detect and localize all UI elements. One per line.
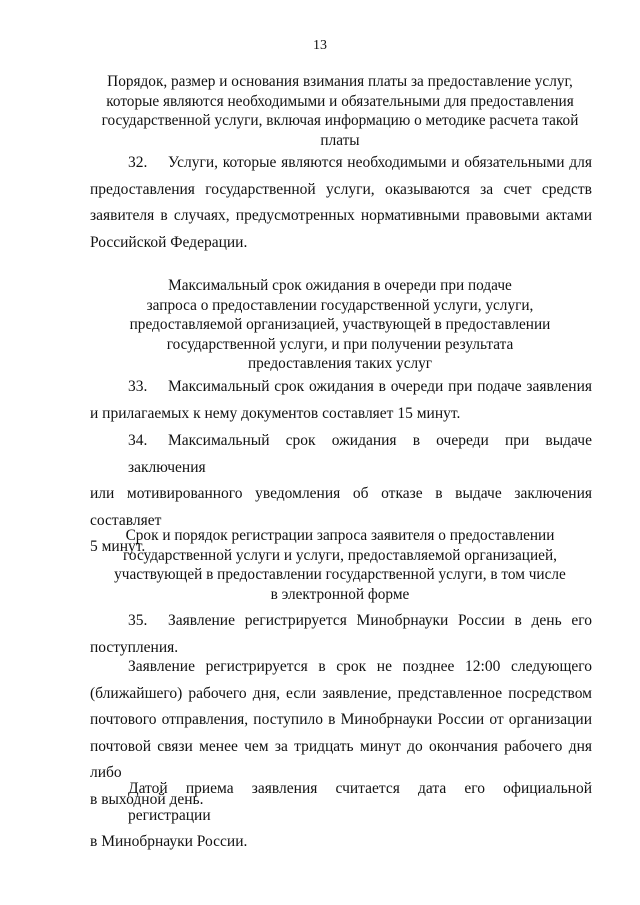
paragraph-line: почтовой связи менее чем за тридцать минут до окончания рабочего дня либо: [90, 737, 592, 781]
paragraph-line: и прилагаемых к нему документов составляет 15 минут.: [90, 404, 461, 422]
paragraph-line: поступления.: [90, 638, 179, 656]
paragraph-line: [90, 428, 592, 481]
paragraph-line: Датой приема заявления считается дата его официальной регистрации: [128, 780, 592, 824]
heading-line: государственной услуги, включая информацию о методике расчета такой: [101, 112, 579, 129]
paragraph-line: предоставления государственной услуги, оказываются за счет средств: [90, 180, 592, 198]
paragraph-32: [90, 150, 592, 256]
paragraph-35-acceptance-date: [90, 776, 592, 856]
heading-line: предоставления таких услуг: [247, 355, 433, 372]
heading-line: Максимальный срок ожидания в очереди при подаче: [168, 277, 512, 294]
paragraph-33: [90, 374, 592, 427]
paragraph-text: Услуги, которые являются необходимыми и обязательными для: [168, 154, 592, 171]
paragraph-line: в выходной день.: [90, 790, 204, 808]
paragraph-number: 33.: [128, 378, 148, 395]
paragraph-line: почтового отправления, поступило в Минобрнауки России от организации: [90, 711, 592, 728]
paragraph-line: [90, 374, 592, 401]
section-heading-registration: [90, 526, 590, 604]
paragraph-number: 35.: [128, 612, 148, 629]
heading-line: государственной услуги, и при получении результата: [166, 335, 514, 353]
heading-line: государственной услуги и услуги, предоставляемой организацией,: [123, 546, 557, 564]
paragraph-line: (ближайшего) рабочего дня, если заявление, представленное посредством: [90, 684, 592, 702]
heading-line: которые являются необходимыми и обязательными для предоставления: [106, 92, 574, 110]
heading-line: участвующей в предоставлении государственной услуги, в том числе: [114, 566, 566, 583]
paragraph-line: или мотивированного уведомления об отказе в выдаче заключения составляет: [90, 485, 592, 529]
paragraph-line: в Минобрнауки России.: [90, 833, 248, 850]
paragraph-line: Российской Федерации.: [90, 233, 248, 251]
paragraph-line: 5 минут.: [90, 538, 146, 555]
section-heading-fee: [90, 72, 590, 150]
heading-line: Срок и порядок регистрации запроса заявителя о предоставлении: [125, 527, 555, 544]
heading-line: предоставляемой организацией, участвующей в предоставлении: [129, 316, 551, 333]
heading-line: Порядок, размер и основания взимания платы за предоставление услуг,: [107, 73, 573, 90]
paragraph-line: заявителя в случаях, предусмотренных нормативными правовыми актами: [90, 207, 592, 224]
page-number: 13: [313, 38, 327, 53]
paragraph-text: Заявление регистрируется Минобрнауки России в день его: [168, 612, 592, 629]
paragraph-number: 34.: [128, 432, 148, 449]
paragraph-line: [90, 608, 592, 635]
heading-line: запроса о предоставлении государственной услуги, услуги,: [146, 296, 534, 314]
paragraph-text: Максимальный срок ожидания в очереди при выдаче заключения: [128, 432, 592, 476]
paragraph-line: Заявление регистрируется в срок не позднее 12:00 следующего: [128, 658, 592, 675]
section-heading-queue-time: [90, 276, 590, 374]
paragraph-line: [90, 150, 592, 177]
paragraph-text: Максимальный срок ожидания в очереди при подаче заявления: [168, 378, 592, 395]
paragraph-number: 32.: [128, 154, 148, 171]
heading-line: платы: [320, 131, 360, 149]
heading-line: в электронной форме: [270, 585, 410, 603]
